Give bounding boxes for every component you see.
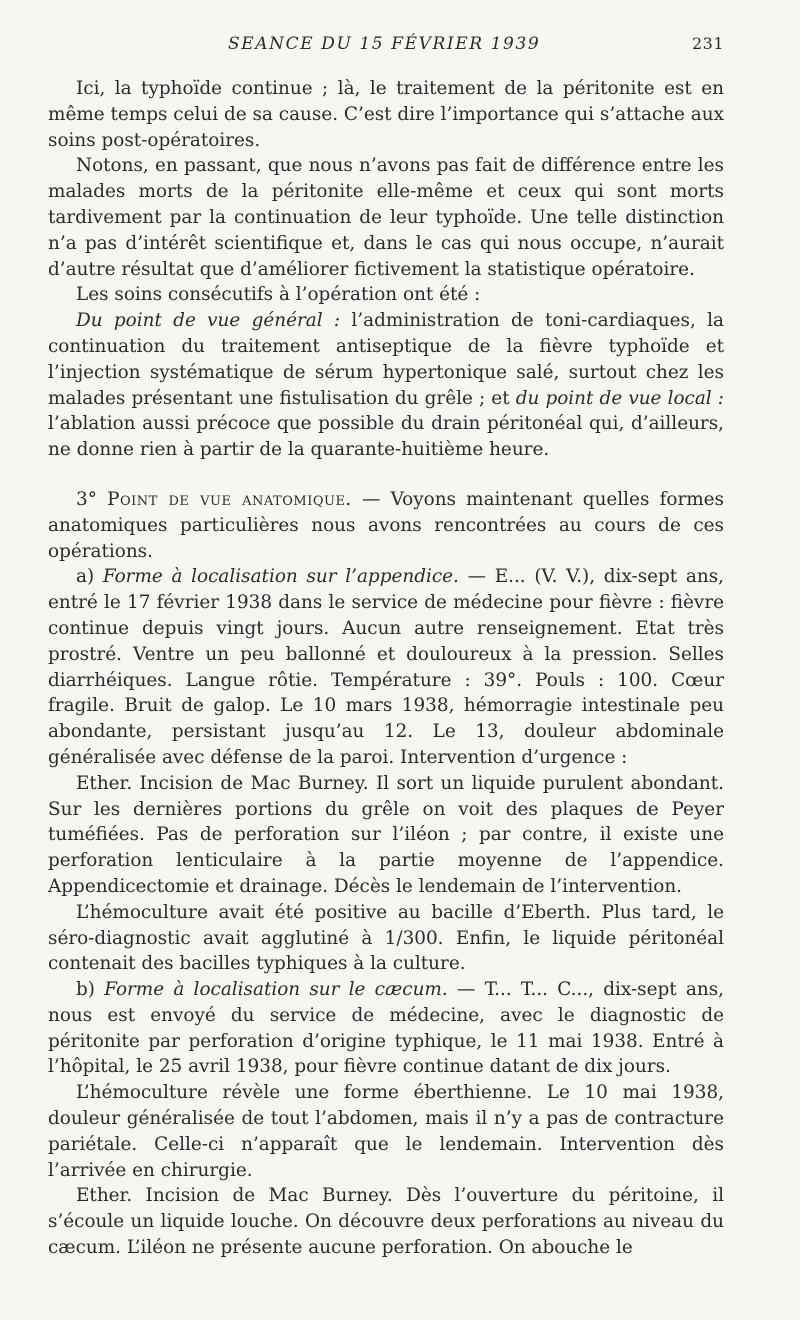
- paragraph: Ether. Incision de Mac Burney. Il sort un liquide purulent abondant. Sur les dernières portions du grêle on voit des plaques de Peyer tuméfiées. Pas de perforation sur l’iléon ; par contre, il existe une perforation lenticulaire à la partie moyenne de l’appendice. Appendicectomie et drainage. Décès le lendemain de l’intervention.: [48, 772, 724, 897]
- section-number: 3°: [76, 488, 108, 510]
- italic-lead: Du point de vue général :: [76, 310, 341, 332]
- paragraph: L’hémoculture avait été positive au bacille d’Eberth. Plus tard, le séro-diagnostic avait agglutiné à 1/300. Enfin, le liquide péritonéal contenait des bacilles typhiques à la culture.: [48, 901, 724, 975]
- paragraph-text: l’ablation aussi précoce que possible du drain péritonéal qui, d’ailleurs, ne donne rien à partir de la quarante-huitième heure.: [48, 413, 724, 461]
- page-number: 231: [691, 34, 724, 53]
- case-title: Forme à localisation sur l’appendice.: [102, 566, 459, 588]
- case-label: a): [76, 566, 103, 588]
- paragraph: [48, 308, 724, 463]
- paragraph: Notons, en passant, que nous n’avons pas fait de différence entre les malades morts de la péritonite elle-même et ceux qui sont morts tardivement par la continuation de leur typhoïde. Une telle distinction n’a pas d’intérêt scientifique et, dans le cas qui nous occupe, n’aurait d’autre résultat que d’améliorer fictivement la statistique opératoire.: [48, 155, 724, 280]
- italic-lead: du point de vue local :: [515, 387, 724, 409]
- section-heading-paragraph: [48, 487, 724, 564]
- case-title: Forme à localisation sur le cæcum.: [104, 979, 448, 1001]
- case-label: b): [76, 979, 105, 1001]
- paragraph: Ici, la typhoïde continue ; là, le traitement de la péritonite est en même temps celui de sa cause. C’est dire l’importance qui s’attache aux soins post-opératoires.: [48, 78, 724, 151]
- running-head: SEANCE DU 15 FÉVRIER 1939: [228, 34, 541, 54]
- paragraph-text: — E... (V. V.), dix-sept ans, entré le 17 février 1938 dans le service de médecine pour fièvre : fièvre continue depuis vingt jours. Aucun autre renseignement. Etat très prostré. Ventre un peu ballonné et douloureux à la pression. Selles diarrhéiques. Langue rôtie. Température : 39°. Pouls : 100. Cœur fragile. Bruit de galop. Le 10 mars 1938, hémorragie intestinale peu abondante, persistant jusqu’au 12. Le 13, douleur abdominale généralisée avec défense de la paroi. Intervention d’urgence :: [48, 566, 724, 768]
- case-paragraph: [48, 977, 724, 1080]
- paragraph: Ether. Incision de Mac Burney. Dès l’ouverture du péritoine, il s’écoule un liquide louche. On découvre deux perforations au niveau du cæcum. L’iléon ne présente aucune perforation. On abouche le: [48, 1185, 724, 1259]
- page-header: [0, 34, 800, 58]
- paragraph: L’hémoculture révèle une forme éberthienne. Le 10 mai 1938, douleur généralisée de tout l’abdomen, mais il n’y a pas de contracture pariétale. Celle-ci n’apparaît que le lendemain. Intervention dès l’arrivée en chirurgie.: [48, 1082, 724, 1181]
- paragraph-text: l’administration de toni-cardiaques, la continuation du traitement antiseptique de la fièvre typhoïde et l’injection systématique de sérum hypertonique salé, surtout chez les malades présentant une fistulisation du grêle ; et: [48, 310, 725, 409]
- section-heading: Point de vue anatomique.: [107, 488, 352, 510]
- case-paragraph: [48, 564, 724, 770]
- paragraph-text: — T... T... C..., dix-sept ans, nous est envoyé du service de médecine, avec le diagnostic de péritonite par perforation d’origine typhique, le 11 mai 1938. Entré à l’hôpital, le 25 avril 1938, pour fièvre continue datant de dix jours.: [48, 979, 724, 1078]
- paragraph: Les soins consécutifs à l’opération ont été :: [76, 284, 481, 306]
- body-text: [48, 76, 724, 1261]
- paragraph-text: — Voyons maintenant quelles formes anatomiques particulières nous avons rencontrées au cours de ces opérations.: [48, 488, 724, 562]
